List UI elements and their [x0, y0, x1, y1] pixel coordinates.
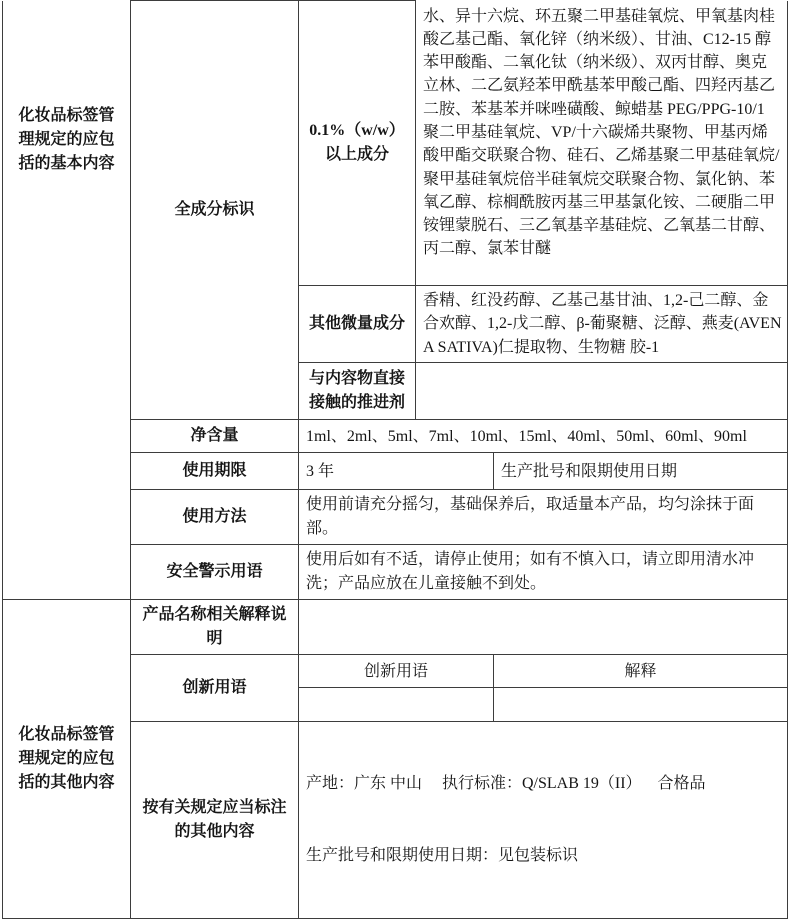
shelf-life-value-cell: 3 年 — [299, 453, 494, 490]
major-threshold-line2: 以上成分 — [324, 146, 389, 163]
innovation-term-column-header-cell: 创新用语 — [299, 655, 494, 688]
major-ingredients-value-cell: 水、异十六烷、环五聚二甲基硅氧烷、甲氧基肉桂酸乙基己酯、氧化锌（纳米级）、甘油、C12-15 醇苯甲酸酯、二氧化钛（纳米级）、双丙甘醇、奥克立林、二乙氨羟苯甲酰基苯甲酸己酯、四羟丙基乙二胺、苯基苯并咪唑磺酸、鲸蜡基 PEG/PPG-10/1 聚二甲基硅氧烷、VP/十六碳烯共聚物、甲基丙烯酸甲酯交联聚合物、硅石、乙烯基聚二甲基硅氧烷/聚甲基硅氧烷倍半硅氧烷交联聚合物、氯化钠、苯氧乙醇、棕榈酰胺丙基三甲基氯化铵、二硬脂二甲铵锂蒙脱石、三乙氧基辛基硅烷、乙氧基二甘醇、丙二醇、氯苯甘醚 — [416, 1, 788, 286]
usage-value-cell: 使用前请充分摇匀，基础保养后，取适量本产品，均匀涂抹于面部。 — [299, 490, 788, 545]
innovation-term-value-cell — [299, 688, 494, 722]
row-name-explanation — [3, 600, 788, 655]
cosmetic-label-regulation-table — [2, 0, 788, 919]
name-explanation-label-cell: 产品名称相关解释说明 — [131, 600, 299, 655]
innovation-label-cell: 创新用语 — [131, 655, 299, 722]
shelf-life-label-cell: 使用期限 — [131, 453, 299, 490]
usage-label-cell: 使用方法 — [131, 490, 299, 545]
innovation-explain-column-header-cell: 解释 — [494, 655, 788, 688]
other-section-header-cell: 化妆品标签管理规定的应包括的其他内容 — [3, 600, 131, 919]
warning-label-cell: 安全警示用语 — [131, 545, 299, 600]
major-ingredient-threshold-label-cell — [299, 1, 416, 286]
propellant-label-cell: 与内容物直接接触的推进剂 — [299, 363, 416, 420]
trace-ingredients-label-cell: 其他微量成分 — [299, 286, 416, 363]
other-required-value-cell — [299, 722, 788, 919]
other-required-line2: 生产批号和限期使用日期：见包装标识 — [306, 847, 579, 864]
trace-ingredients-value-cell: 香精、红没药醇、乙基己基甘油、1,2-己二醇、金合欢醇、1,2-戊二醇、β-葡聚糖、泛醇、燕麦(AVENA SATIVA)仁提取物、生物糖 胶-1 — [416, 286, 788, 363]
net-content-label-cell: 净含量 — [131, 420, 299, 453]
propellant-value-cell — [416, 363, 788, 420]
warning-value-cell: 使用后如有不适，请停止使用；如有不慎入口，请立即用清水冲洗；产品应放在儿童接触不到处。 — [299, 545, 788, 600]
row-full-ingredient-major — [3, 1, 788, 286]
name-explanation-value-cell — [299, 600, 788, 655]
innovation-explain-value-cell — [494, 688, 788, 722]
other-required-label-cell: 按有关规定应当标注的其他内容 — [131, 722, 299, 919]
other-required-line1: 产地：广东 中山 执行标准：Q/SLAB 19（II） 合格品 — [306, 775, 706, 792]
full-ingredient-label-cell: 全成分标识 — [131, 1, 299, 420]
batch-date-label-cell: 生产批号和限期使用日期 — [494, 453, 788, 490]
major-threshold-line1: 0.1%（w/w） — [309, 122, 405, 139]
net-content-value-cell: 1ml、2ml、5ml、7ml、10ml、15ml、40ml、50ml、60ml、90ml — [299, 420, 788, 453]
basic-section-header-cell: 化妆品标签管理规定的应包括的基本内容 — [3, 1, 131, 600]
